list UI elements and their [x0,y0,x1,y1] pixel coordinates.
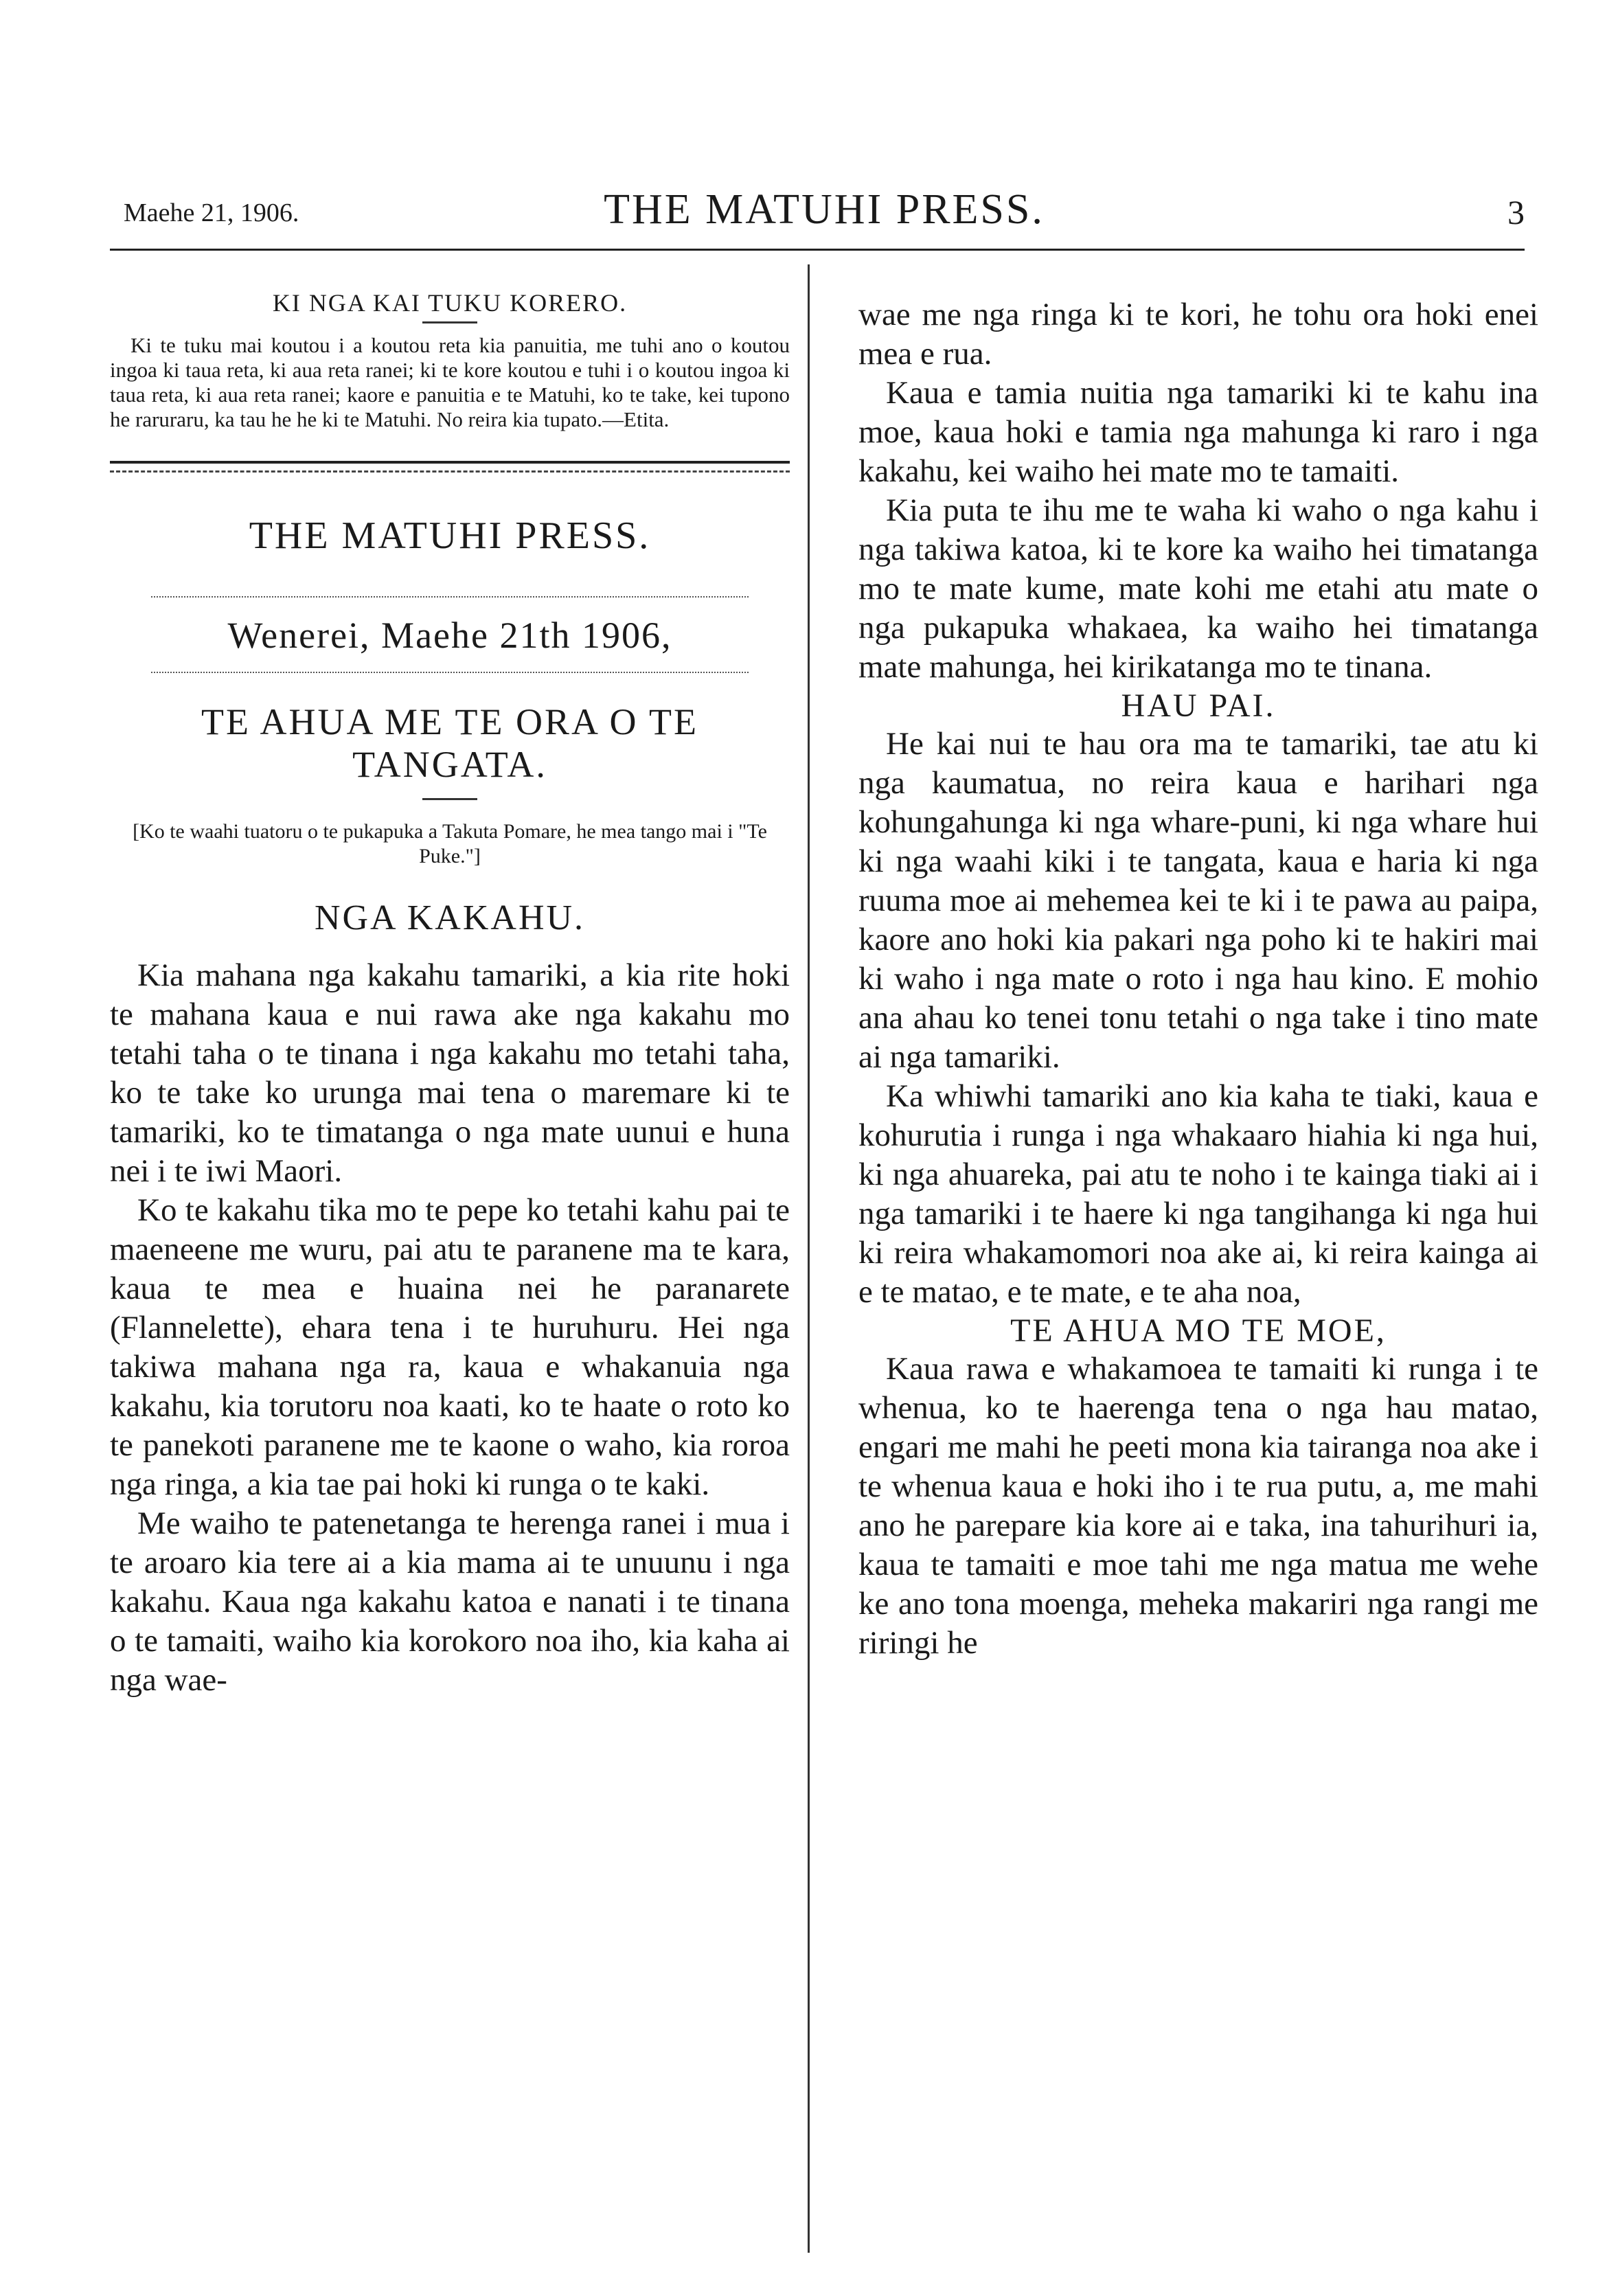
paragraph: Kia mahana nga kakahu tamariki, a kia rite hoki te mahana kaua e nui rawa ake nga kakahu mo tetahi taha o te tinana i nga kakahu mo tetahi taha, ko te take ko urunga mai tena o maremare ki te tamariki, ko te timatanga o nga mate uunui e huna nei i te iwi Maori. [110,957,790,1189]
article-note: [Ko te waahi tuatoru o te pukapuka a Takuta Pomare, he mea tango mai i "Te Puke."] [133,820,767,867]
section-heading-moe: TE AHUA MO TE MOE, [1010,1312,1387,1349]
paragraph: He kai nui te hau ora ma te tamariki, tae atu ki nga kaumatua, no reira kaua e harihari nga kohungahunga ki nga whare-puni, ki nga whare hui ki nga waahi kiki i te tangata, kaua e haria ki nga ruuma moe ai mehemea kei te ki i te pawa au paipa, kaore ano hoki kia pakari nga poho ki te hakiri mai ki waho i nga mate o roto i nga hau kino. E mohio ana ahau ko tenei tonu tetahi o nga take i tino mate ai nga tamariki. [858,726,1538,1075]
paragraph: wae me nga ringa ki te kori, he tohu ora hoki enei mea e rua. [858,297,1538,372]
paragraph: Kaua rawa e whakamoea te tamaiti ki runga i te whenua, ko te haerenga tena o nga hau matao, engari me mahi he peeti mona kia tairanga noa ake i te whenua kaua e hoki iho i te rua putu, a, me mahi ano he parepare kia kore ai e taka, ina tahurihuri ia, kaua te tamaiti e moe tahi me nga matua me wehe ke ano tona moenga, meheka makariri nga rangi me riringi he [858,1351,1538,1661]
paragraph: Ka whiwhi tamariki ano kia kaha te tiaki, kaua e kohurutia i runga i nga whakaaro hiahia ki nga hui, ki nga ahuareka, pai atu te noho i te kainga tiaki ai i nga tamariki i te haere ki nga tangihanga ki nga hui ki reira whakamomori noa ake ai, ki reira kainga ai e te matao, e te mate, e te aha noa, [858,1078,1538,1310]
right-column [858,295,1538,1663]
masthead-dateline: Wenerei, Maehe 21th 1906, [227,615,672,656]
right-body-c [858,1350,1538,1663]
article-title-rule [422,798,477,800]
left-column [110,288,790,1700]
header-rule [110,249,1525,251]
article-title: TE AHUA ME TE ORA O TE TANGATA. [201,701,699,785]
paragraph: Ko te kakahu tika mo te pepe ko tetahi kahu pai te maeneene me wuru, pai atu te paranene ma te kara, kaua te mea e huaina nei he paranarete (Flannelette), ehara tena i te huruhuru. Hei nga takiwa mahana nga ra, kaua e whakanuia nga kakahu, kia torutoru noa kaati, ko te haate o roto ko te panekoti paranene me te kaone o waho, kia roroa nga ringa, a kia tae pai hoki ki runga o te kaki. [110,1192,790,1502]
running-head [124,185,1525,240]
header-title: THE MATUHI PRESS. [604,186,1045,233]
masthead-rule-bottom [151,672,749,673]
right-body-a [858,295,1538,687]
column-divider [808,264,810,2253]
right-body-b [858,725,1538,1312]
page-number: 3 [1507,193,1525,231]
masthead-rule-top [151,596,749,598]
ornament-divider [110,461,790,473]
section-heading-hau-pai: HAU PAI. [1121,687,1276,724]
notice-rule [422,321,477,323]
left-body [110,956,790,1700]
masthead-title: THE MATUHI PRESS. [249,514,651,557]
notice-title: KI NGA KAI TUKU KORERO. [272,289,628,317]
notice-body: Ki te tuku mai koutou i a koutou reta kia panuitia, me tuhi ano o koutou ingoa ki taua reta, ki aua reta ranei; ki te kore koutou e tuhi i o koutou ingoa ki taua reta, ki aua reta ranei; kaore e panuitia e te Matuhi, ko te take, kei tupono he raruraru, ka tau he he ki te Matuhi. No reira kia tupato.—Etita. [110,333,790,431]
paragraph: Me waiho te patenetanga te herenga ranei i mua i te aroaro kia tere ai a kia mama ai te unuunu i nga kakahu. Kaua nga kakahu katoa e nanati i te tinana o te tamaiti, waiho kia korokoro noa iho, kia kaha ai nga wae- [110,1505,790,1698]
section-heading-kakahu: NGA KAKAHU. [314,898,586,937]
paragraph: Kia puta te ihu me te waha ki waho o nga kahu i nga takiwa katoa, ki te kore ka waiho hei timatanga mo te mate kume, mate kohi me etahi atu mate o nga pukapuka whakaea, ka waiho hei timatanga mate mahunga, hei kirikatanga mo te tinana. [858,492,1538,685]
paragraph: Kaua e tamia nuitia nga tamariki ki te kahu ina moe, kaua hoki e tamia nga mahunga ki raro i nga kakahu, kei waiho hei mate mo te tamaiti. [858,375,1538,489]
header-date: Maehe 21, 1906. [124,198,299,227]
